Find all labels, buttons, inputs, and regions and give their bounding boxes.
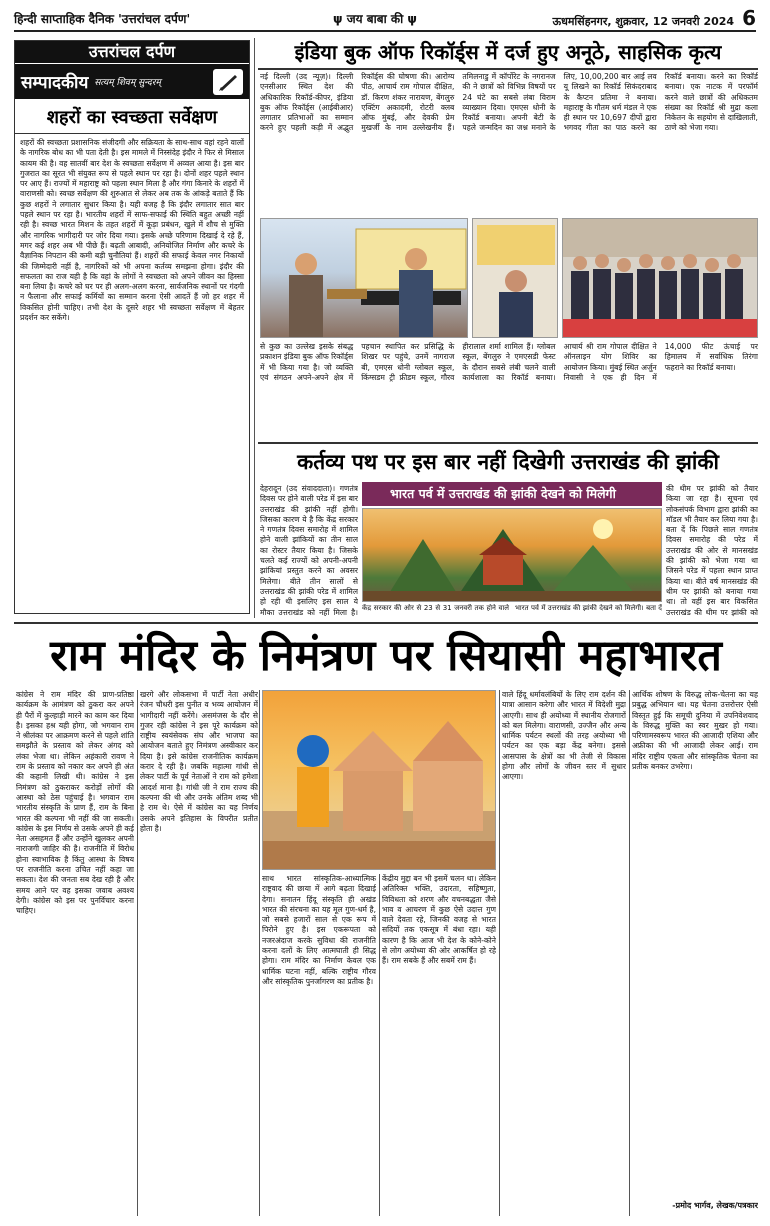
column-rule xyxy=(137,690,138,1216)
ram-mandir-col-1: कांग्रेस ने राम मंदिर की प्राण-प्रतिष्ठा कार्यक्रम के आमंत्रण को ठुकरा कर अपने ही पैरों में कुल्हाड़ी मारने का काम कर दिया है। इसका हश्र यही होगा, जो भगवान राम ने श्रीलंका पर आक्रमण करने से पहले शांति समझौते के प्रस्ताव को लेकर अंगद को लंका भेजा था। लेकिन अहंकारी रावण ने राम के प्रस्ताव को नकार कर अपने ही अंत की कहानी लिखी थी। कांग्रेस ने इस निमंत्रण को ठुकराकर करोड़ों लोगों की आस्था को ठेस पहुंचाई है। भगवान राम भारतीय संस्कृति के प्राण हैं, राम के बिना भारत की कल्पना भी नहीं की जा सकती। कांग्रेस के इस निर्णय से उसके अपने ही कई नेता असहमत हैं और उन्होंने खुलकर अपनी नाराजगी जाहिर की है। राजनीति में विरोध होना स्वाभाविक है किंतु आस्था के विषय पर राजनीति करना उचित नहीं कहा जा सकता। देश की जनता सब देख रही है और समय आने पर वह इसका जवाब अवश्य देगी। कांग्रेस को इस पर पुनर्विचार करना चाहिए। xyxy=(16,690,134,916)
india-book-headline: इंडिया बुक ऑफ रिकॉर्ड्स में दर्ज हुए अनूठे, साहसिक कृत्य xyxy=(294,40,722,64)
trident-icon: ψ xyxy=(403,11,417,26)
masthead-motto: ψ जय बाबा की ψ xyxy=(333,11,417,26)
paper-name: हिन्दी साप्ताहिक दैनिक 'उत्तरांचल दर्पण' xyxy=(14,11,191,26)
jhanki-tableau-photo xyxy=(362,508,662,602)
editorial-motto: सत्यम् शिवम् सुन्दरम् xyxy=(94,78,161,88)
jhanki-body-left: देहरादून (उद संवाददाता)। गणतंत्र दिवस पर होने वाली परेड में इस बार उत्तराखंड की झांकी नहीं होगी। जिसका कारण ये है कि केंद्र सरकार ने गणतंत्र दिवस समारोह में शामिल होने वाली झांकियों का तीन साल का रोस्टर तैयार किया है। जिसके चलते कई राज्यों को अपनी-अपनी झांकियां प्रस्तुत करने का अवसर मिलेगा। बीते तीन सालों से उत्तराखंड की झांकी परेड में शामिल हो रही थी इसलिए इस साल ये मौका उत्तराखंड को नहीं मिला है। xyxy=(260,484,358,617)
jhanki-headline: कर्तव्य पथ पर इस बार नहीं दिखेगी उत्तराखंड की झांकी xyxy=(297,450,719,474)
divider xyxy=(14,622,758,624)
ram-mandir-col-5: वाले हिंदू धर्मावलंबियों के लिए राम दर्शन की यात्रा आसान करेगा और भारत में विदेशी मुद्रा आएगी। साथ ही अयोध्या में स्थानीय रोजगारों को बल मिलेगा। वाराणसी, उज्जैन और अन्य धार्मिक पर्यटन स्थलों की तरह अयोध्या भी पर्यटन का एक बड़ा केंद्र बनेगा। इससे आसपास के क्षेत्रों का भी तेजी से विकास होगा और लोगों के जीवन स्तर में सुधार आएगा। xyxy=(502,690,626,782)
editorial-section xyxy=(14,40,250,614)
trident-icon: ψ xyxy=(333,11,347,26)
masthead xyxy=(14,6,756,32)
india-book-body-bottom: से कुछ का उल्लेख इसके संबद्ध प्रकाशन इंडिया बुक ऑफ रिकॉर्ड्स में भी किया गया है। जो व्यक्ति एवं संगठन अपने-अपने क्षेत्र में पहचान स्थापित कर प्रसिद्धि के शिखर पर पहुंचे, उनमें नागराज बी, एमएस धोनी ग्लोबल स्कूल, किंग्सडम ट्री फ्रीडम स्कूल, गौरव हीरालाल शर्मा शामिल हैं। ग्लोबल स्कूल, बेंगलुरु ने एमएसडी फेस्ट के दौरान सबसे लंबी चलने वाली कार्यशाला का रिकॉर्ड बनाया। आचार्य श्री राम गोपाल दीक्षित ने ऑनलाइन योग शिविर का आयोजन किया। मुंबई स्थित अर्जुन निवासी ने एक ही दिन में 14,000 फीट ऊंचाई पर हिमालय में सर्वाधिक तिरंगा फहराने का रिकॉर्ड बनाया। xyxy=(260,342,758,382)
section-label: सम्पादकीय xyxy=(21,73,89,93)
quill-pen-icon xyxy=(213,69,243,95)
location-date: ऊधमसिंहनगर, शुक्रवार, 12 जनवरी 2024 6 xyxy=(552,6,756,30)
jhanki-subhead: भारत पर्व में उत्तराखंड की झांकी देखने को मिलेगी xyxy=(362,482,662,506)
award-photo-2 xyxy=(472,218,558,338)
column-rule xyxy=(629,690,630,1216)
india-book-body-top: नई दिल्ली (उद न्यूज़)। दिल्ली एनसीआर स्थित देश की अधिकारिक रिकॉर्ड-कीपर, इंडिया बुक ऑफ रिकॉर्ड्स (आईबीआर) लगातार प्रतिभाओं का सम्मान करने हुए पहली कड़ी में अद्भुत रिकॉर्ड्स की घोषणा की। आरोग्य पीठ, आचार्य राम गोपाल दीक्षित, डॉ. किरण शंकर नारायण, बेंगलुरु एक्टिंग अकादमी, रोटरी क्लब ऑफ मुंबई, और देवकी प्रेम मुखर्जी के नाम उल्लेखनीय हैं। तमिलनाडु में कॉर्पोरेट के नगरानज की ने छात्रों को विभिन्न विषयों पर 24 घंटे का सबसे लंबा विराम व्याख्यान दिया। एमएस धोनी के रिकॉर्ड बनाया। अपनी बेटी के पहले जन्मदिन का जश्न मनाने के लिए, 10,00,200 बार आई लव यू लिखने का रिकॉर्ड सिकंदराबाद के कैप्टन प्रतिमा ने बनाया। महाराष्ट्र के गौतम धर्म मंडल ने एक ही स्थान पर 10,697 दीपों द्वारा भगवद गीता का पाठ करने का रिकॉर्ड बनाया। करने का रिकॉर्ड बनाया। एक नाटक में परफॉर्म करने वाले छात्रों की अधिकतम संख्या का रिकॉर्ड श्री मुद्रा कला निकेतन के सहयोग से दाखिलाती, ठाणे को भेजा गया। xyxy=(260,72,758,133)
column-rule xyxy=(259,690,260,1216)
ram-temple-photo xyxy=(262,690,496,870)
divider xyxy=(258,68,758,70)
editorial-banner: उत्तरांचल दर्पण xyxy=(15,41,249,63)
editorial-header xyxy=(15,63,249,99)
ram-mandir-col-6: आर्थिक शोषण के विरुद्ध लोक-चेतना का यह प्रबुद्ध अभियान था। यह चेतना उत्तरोत्तर ऐसी विस्तृत हुई कि समूची दुनिया में उपनिवेशवाद के विरुद्ध मुक्ति का स्वर मुखर हो गया। परिणामस्वरूप भारत की आजादी एशिया और अफ्रीका की भी आजादी लेकर आई। राम मंदिर राष्ट्रीय एकता और सांस्कृतिक चेतना का प्रतीक बनकर उभरेगा। xyxy=(632,690,758,772)
divider xyxy=(258,442,758,444)
ram-mandir-col-4: केंद्रीय मुद्दा बन भी इसमें चलन था। लेकिन अतिरिक्त भक्ति, उदारता, सहिष्णुता, विविधता को शरण और वचनबद्धता जैसे भाव व आचरण में कुछ ऐसे उदात्त गुण वाले देवता रहे, जिनकी वजह से भारत सदियों तक एकसूत्र में बंधा रहा। यही कारण है कि आज भी देश के कोने-कोने से लोग अयोध्या की ओर आकर्षित हो रहे हैं। राम सबके हैं और सबमें राम हैं। xyxy=(382,874,496,966)
author-byline: -प्रमोद भार्गव, लेखक/पत्रकार xyxy=(672,1201,758,1210)
award-photo-1 xyxy=(260,218,468,338)
jhanki-body-right: की थीम पर झांकी को तैयार किया जा रहा है। सूचना एवं लोकसंपर्क विभाग द्वारा झांकी का मॉडल भी तैयार कर लिया गया है। बता दें कि पिछले साल गणतंत्र दिवस समारोह की परेड में उत्तराखंड की ओर से मानसखंड की झांकी को भेजा गया था जिसने परेड में पहला स्थान प्राप्त किया था। बीते वर्ष मानसखंड की थीम पर झांकी को बनाया गया था। तो वहीं इस बार विकसित उत्तराखंड की थीम पर झांकी को xyxy=(666,484,758,617)
editorial-headline: शहरों का स्वच्छता सर्वेक्षण xyxy=(15,99,249,134)
ram-mandir-col-3: साथ भारत सांस्कृतिक-आध्यात्मिक राष्ट्रवाद की छाया में आगे बढ़ता दिखाई देगा। सनातन हिंदू संस्कृति ही अखंड भारत की संरचना का यह मूल गुण-धर्म है, जो सबसे हजारों साल से एक रूप में पिरोने हुए है। इस एकरूपता को नजरअंदाज करके सुविधा की राजनीति करना दलों के लिए आत्मघाती ही सिद्ध होगा। राम मंदिर का निर्माण केवल एक धार्मिक घटना नहीं, बल्कि राष्ट्रीय गौरव और सांस्कृतिक पुनर्जागरण का प्रतीक है। xyxy=(262,874,376,986)
column-rule xyxy=(254,38,255,618)
ram-mandir-col-2: खरगे और लोकसभा में पार्टी नेता अधीर रंजन चौधरी इस पुनीत व भव्य आयोजन में भागीदारी नहीं करेंगे। असमंजस के दौर से गुजर रही कांग्रेस ने इस पूरे कार्यक्रम को राष्ट्रीय स्वयंसेवक संघ और भाजपा का आयोजन बताते हुए निमंत्रण अस्वीकार कर दिया है। इसे कांग्रेस राजनीतिक कार्यक्रम करार दे रही है। जबकि महात्मा गांधी से लेकर पार्टी के पूर्व नेताओं ने राम को हमेशा आदर्श माना है। गांधी जी ने राम राज्य की कल्पना की थी और उनके अंतिम शब्द भी हे राम थे। ऐसे में कांग्रेस का यह निर्णय उसके अपने इतिहास के विपरीत प्रतीत होता है। xyxy=(140,690,258,833)
editorial-body: शहरों की स्वच्छता प्रशासनिक संजीदगी और सक्रियता के साथ-साथ वहां रहने वालों के नागरिक बोध का भी पता देती है। इस मामले में निस्संदेह इंदौर ने फिर से मिसाल कायम की है। वह सातवीं बार देश के स्वच्छता सर्वेक्षण में अव्वल आया है। इस बार गुजरात का सूरत भी संयुक्त रूप से पहले स्थान पर रहा है। दोनों शहर पहले स्थान पर आए हैं। राज्यों में महाराष्ट्र को पहला स्थान मिला है और गंगा किनारे के शहरों में वाराणसी को। स्वच्छ सर्वेक्षण की शुरुआत से लेकर अब तक के आंकड़े बताते हैं कि कुछ शहरों ने लगातार सुधार किया है। यही वजह है कि इंदौर लगातार सात बार पहले स्थान पर रहा है। भारतीय शहरों में साफ-सफाई की स्थिति बहुत अच्छी नहीं रही है। स्वच्छ भारत मिशन के तहत शहरों में कूड़ा प्रबंधन, खुले में शौच से मुक्ति और नागरिक भागीदारी पर जोर दिया गया। इसके अच्छे परिणाम दिखाई दे रहे हैं, मगर कई शहर अब भी पीछे हैं। बढ़ती आबादी, अनियोजित निर्माण और कचरे के वैज्ञानिक निपटान की कमी बड़ी चुनौतियां हैं। शहरों की सफाई केवल नगर निकायों की जिम्मेदारी नहीं है, नागरिकों को भी अपना कर्तव्य समझना होगा। इंदौर की सफलता का राज यही है कि वहां के लोगों ने स्वच्छता को अपने जीवन का हिस्सा बना लिया है। कचरे को घर पर ही अलग-अलग करना, सार्वजनिक स्थानों पर गंदगी न फैलाना और सफाई कर्मियों का सम्मान करना ऐसी आदतें हैं जो हर शहर में विकसित होनी चाहिए। तभी देश के दूसरे शहर भी स्वच्छता सर्वेक्षण में बेहतर प्रदर्शन कर सकेंगे। xyxy=(20,138,244,323)
group-photo xyxy=(562,218,758,338)
ram-mandir-headline: राम मंदिर के निमंत्रण पर सियासी महाभारत xyxy=(50,631,722,681)
jhanki-caption: केंद्र सरकार की ओर से 23 से 31 जनवरी तक होने वाले भारत पर्व में उत्तराखंड की झांकी देखने को मिलेगी। बता दें xyxy=(362,604,662,612)
page-number: 6 xyxy=(742,6,756,30)
column-rule xyxy=(499,690,500,1216)
column-rule xyxy=(379,874,380,1216)
